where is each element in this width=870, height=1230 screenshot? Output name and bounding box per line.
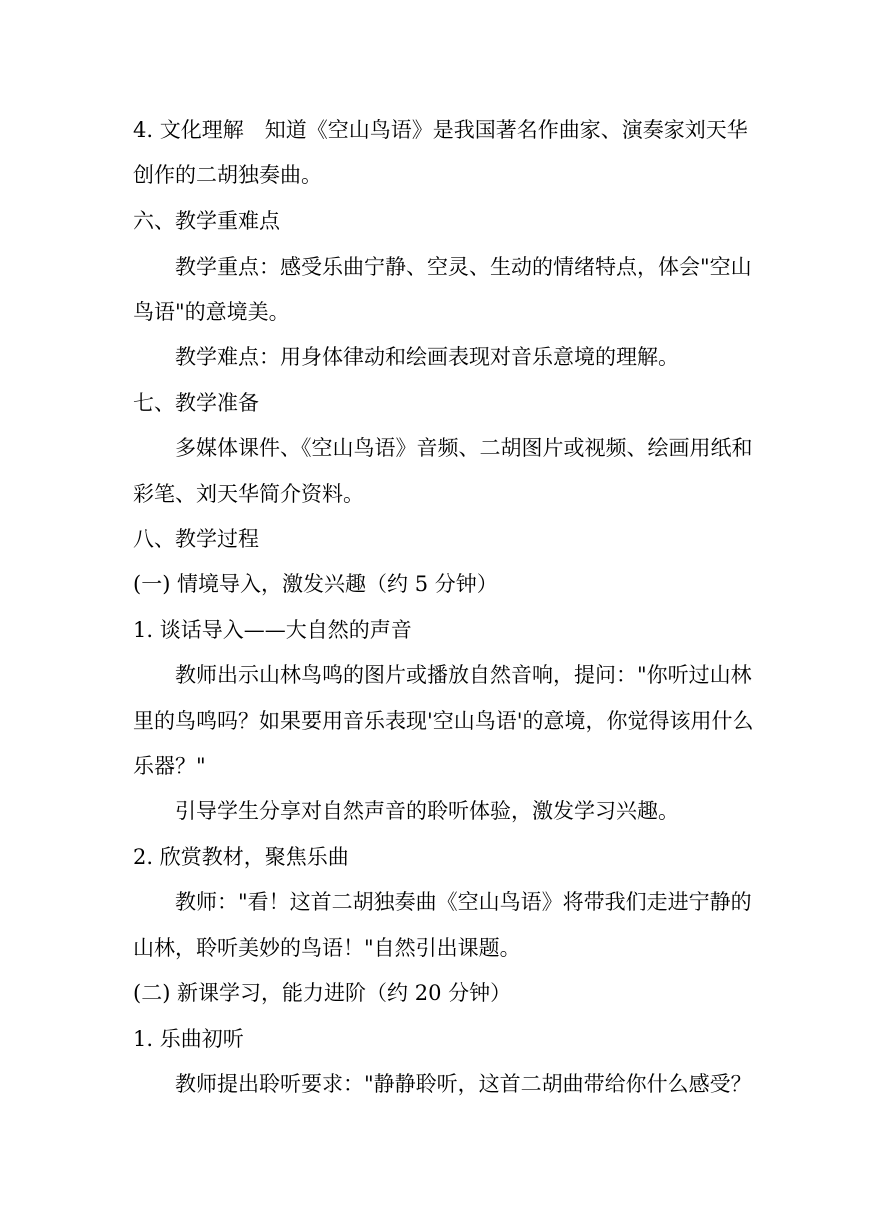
preparation-line-2: 彩笔、刘天华简介资料。 — [133, 482, 364, 506]
appreciation-paragraph-line-2: 山林，聆听美妙的鸟语！"自然引出课题。 — [133, 936, 521, 960]
section-heading-process: 八、教学过程 — [133, 527, 259, 551]
intro-paragraph-line-3: 乐器？" — [133, 754, 206, 778]
key-point-line-2: 鸟语"的意境美。 — [133, 300, 290, 324]
intro-paragraph-line-1: 教师出示山林鸟鸣的图片或播放自然音响，提问："你听过山林 — [175, 663, 752, 687]
difficult-point-line: 教学难点：用身体律动和绘画表现对音乐意境的理解。 — [175, 345, 679, 369]
appreciation-paragraph-line-1: 教师："看！这首二胡独奏曲《空山鸟语》将带我们走进宁静的 — [175, 890, 752, 914]
guide-paragraph-line: 引导学生分享对自然声音的聆听体验，激发学习兴趣。 — [175, 799, 679, 823]
item-heading-talk-intro: 1. 谈话导入——大自然的声音 — [133, 618, 412, 642]
intro-paragraph-line-2: 里的鸟鸣吗？如果要用音乐表现'空山鸟语'的意境，你觉得该用什么 — [133, 709, 754, 733]
section-heading-preparation: 七、教学准备 — [133, 391, 259, 415]
preparation-line-1: 多媒体课件、《空山鸟语》音频、二胡图片或视频、绘画用纸和 — [175, 436, 753, 460]
item-heading-first-listening: 1. 乐曲初听 — [133, 1027, 244, 1051]
subsection-heading-new-lesson: (二) 新课学习，能力进阶（约 20 分钟） — [133, 981, 512, 1005]
section-heading-key-points: 六、教学重难点 — [133, 209, 280, 233]
listening-paragraph-line-1: 教师提出聆听要求："静静聆听，这首二胡曲带给你什么感受？ — [175, 1072, 752, 1096]
key-point-line-1: 教学重点：感受乐曲宁静、空灵、生动的情绪特点，体会"空山 — [175, 255, 752, 279]
culture-understanding-line-2: 创作的二胡独奏曲。 — [133, 163, 322, 187]
culture-understanding-line-1: 4. 文化理解 知道《空山鸟语》是我国著名作曲家、演奏家刘天华 — [133, 118, 748, 142]
item-heading-appreciation: 2. 欣赏教材，聚焦乐曲 — [133, 845, 349, 869]
subsection-heading-intro: (一) 情境导入，激发兴趣（约 5 分钟） — [133, 572, 498, 596]
